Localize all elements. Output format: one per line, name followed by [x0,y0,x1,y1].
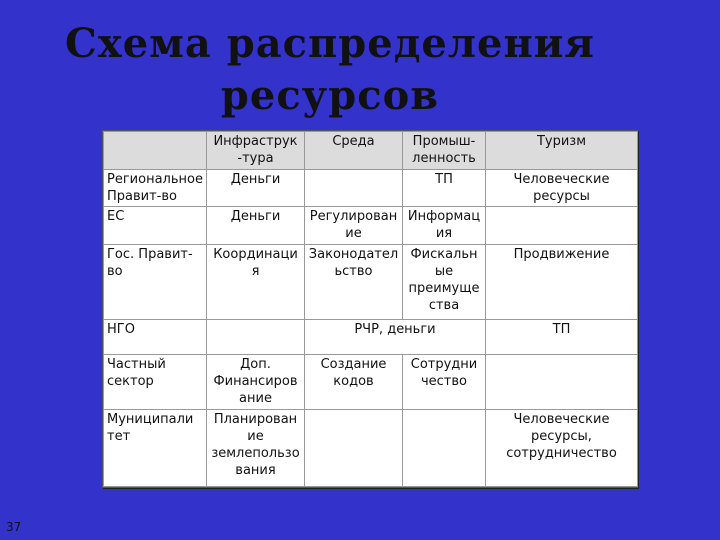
table-cell: Человеческие ресурсы, сотрудничество [486,410,638,487]
table-cell [305,410,403,487]
column-header: Туризм [486,132,638,170]
table-cell: Регулирован ие [305,207,403,244]
table-row [104,170,638,207]
table-cell: ТП [403,170,486,207]
table-cell [207,319,305,354]
table-cell: Доп. Финансиров ание [207,355,305,410]
table-cell [403,410,486,487]
resource-distribution-table [103,131,638,487]
row-header: Гос. Правит-во [104,244,207,319]
title-line-2: ресурсов [220,72,440,119]
row-header: Частный сектор [104,355,207,410]
table-cell: Сотрудни чество [403,355,486,410]
table-row [104,244,638,319]
table-cell [486,355,638,410]
table-cell: Продвижение [486,244,638,319]
row-header: ЕС [104,207,207,244]
table-cell: Законодател ьство [305,244,403,319]
row-header: Муниципали тет [104,410,207,487]
column-header: Инфраструк -тура [207,132,305,170]
table-cell: ТП [486,319,638,354]
row-header: НГО [104,319,207,354]
table-cell: Создание кодов [305,355,403,410]
slide-title [0,18,660,122]
column-header: Среда [305,132,403,170]
column-header: Промыш- ленность [403,132,486,170]
table-cell-merged: РЧР, деньги [305,319,486,354]
table-cell: Фискальн ые преимуще ства [403,244,486,319]
table-row [104,410,638,487]
table-cell [486,207,638,244]
header-corner [104,132,207,170]
table-cell [305,170,403,207]
table-cell: Информац ия [403,207,486,244]
table-row [104,355,638,410]
table-row [104,319,638,354]
table-cell: Деньги [207,207,305,244]
table-cell: Деньги [207,170,305,207]
resource-table-container [102,130,638,488]
table-cell: Человеческие ресурсы [486,170,638,207]
table-row [104,207,638,244]
table-cell: Координаци я [207,244,305,319]
title-line-1: Схема распределения [65,20,595,67]
row-header: Региональное Правит-во [104,170,207,207]
slide-number: 37 [6,520,22,534]
table-cell: Планирован ие землепользо вания [207,410,305,487]
